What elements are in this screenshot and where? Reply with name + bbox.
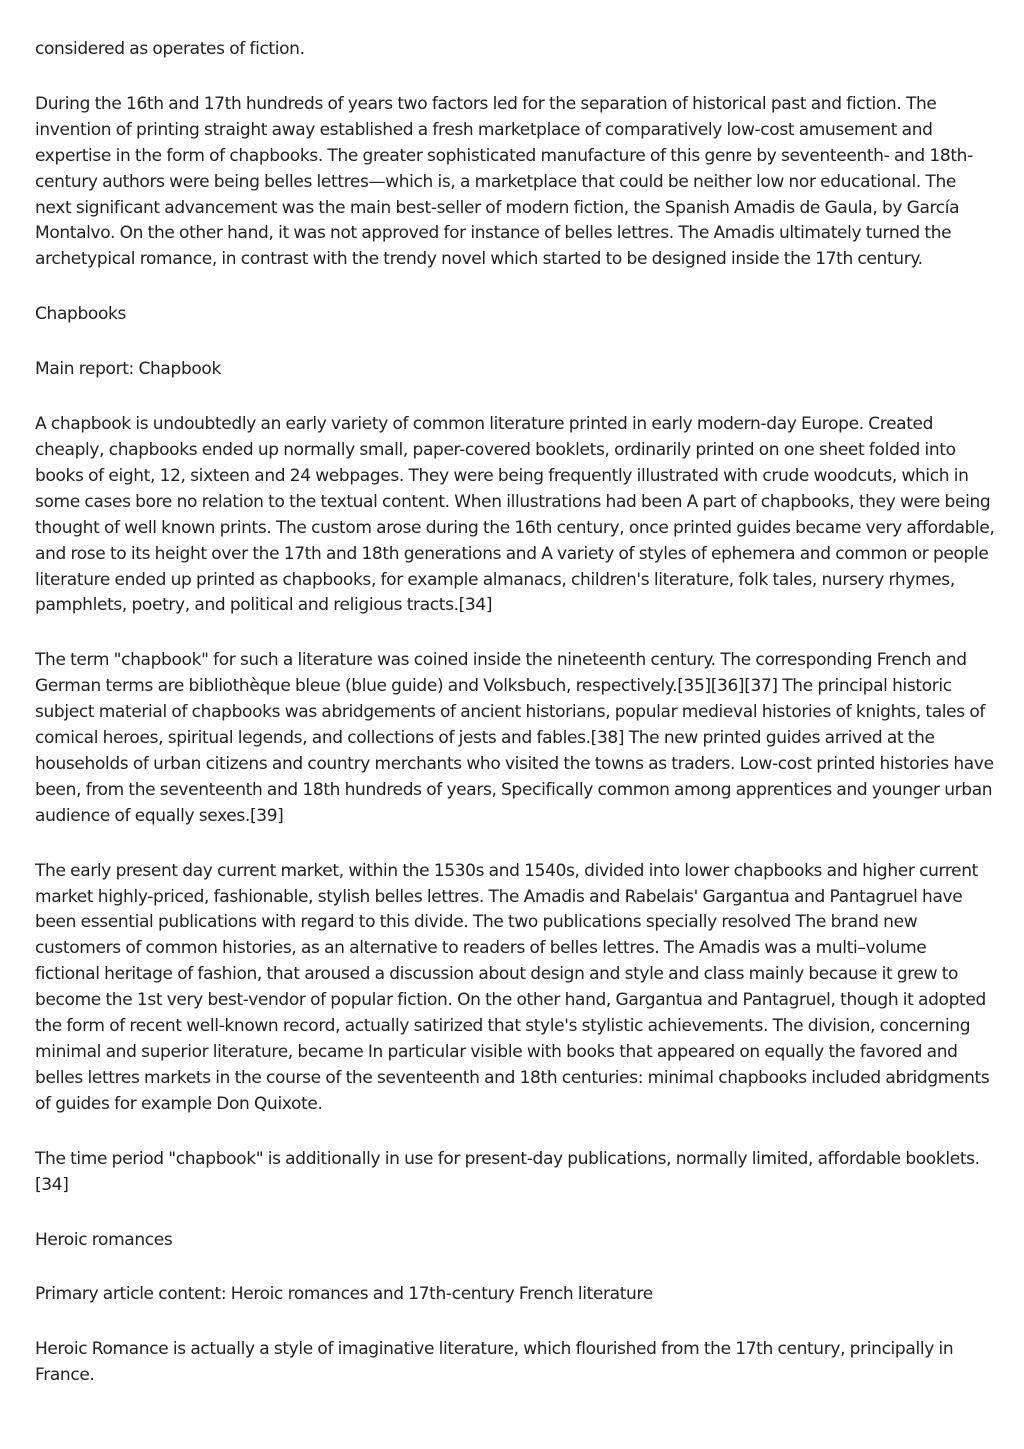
paragraph-chapbook-definition: A chapbook is undoubtedly an early variety of common literature printed in early modern-day Europe. Created cheaply, chapbooks ended up normally small, paper-covered booklets, ordinarily printed on one sheet folded into books of eight, 12, sixteen and 24 webpages. They were being frequently illustrated with crude woodcuts, which in some cases bore no relation to the textual content. When illustrations had been A part of chapbooks, they were being thought of well known prints. The custom arose during the 16th century, once printed guides became very affordable, and rose to its height over the 17th and 18th generations and A variety of styles of ephemera and common or people literature ended up printed as chapbooks, for example almanacs, children's literature, folk tales, nursery rhymes, pamphlets, poetry, and political and religious tracts.[34] [35, 414, 995, 616]
section-heading-heroic-romances: Heroic romances [35, 1229, 173, 1250]
document-page [35, 37, 995, 1418]
paragraph-early-market: The early present day current market, within the 1530s and 1540s, divided into lower chapbooks and higher current market highly-priced, fashionable, stylish belles lettres. The Amadis and Rabelais' Gargantua and Pantagruel have been essential publications with regard to this divide. The two publications specially resolved The brand new customers of common histories, as an alternative to readers of belles lettres. The Amadis was a multi–volume fictional heritage of fashion, that aroused a discussion about design and style and class mainly because it grew to become the 1st very best-vendor of popular fiction. On the other hand, Gargantua and Pantagruel, though it adopted the form of recent well-known record, actually satirized that style's stylistic achievements. The division, concerning minimal and superior literature, became In particular visible with books that appeared on equally the favored and belles lettres markets in the course of the seventeenth and 18th centuries: minimal chapbooks included abridgments of guides for example Don Quixote. [35, 860, 990, 1114]
paragraph-fiction-continuation: considered as operates of fiction. [35, 39, 305, 59]
paragraph-heroic-romance-definition: Heroic Romance is actually a style of imaginative literature, which flourished from the 17th century, principally in France. [35, 1339, 954, 1386]
main-article-note-heroic-romances: Primary article content: Heroic romances and 17th-century French literature [35, 1284, 653, 1305]
main-article-note-chapbook: Main report: Chapbook [35, 359, 221, 380]
paragraph-chapbook-modern-use: The time period "chapbook" is additionally in use for present-day publications, normally limited, affordable booklets.[34] [35, 1148, 980, 1195]
paragraph-16th-17th-centuries: During the 16th and 17th hundreds of years two factors led for the separation of historical past and fiction. The invention of printing straight away established a fresh marketplace of comparatively low-cost amusement and expertise in the form of chapbooks. The greater sophisticated manufacture of this genre by seventeenth- and 18th-century authors were being belles lettres—which is, a marketplace that could be neither low nor educational. The next significant advancement was the main best-seller of modern fiction, the Spanish Amadis de Gaula, by García Montalvo. On the other hand, it was not approved for instance of belles lettres. The Amadis ultimately turned the archetypical romance, in contrast with the trendy novel which started to be designed inside the 17th century. [35, 93, 973, 270]
section-heading-chapbooks: Chapbooks [35, 304, 126, 325]
paragraph-chapbook-term: The term "chapbook" for such a literature was coined inside the nineteenth century. The corresponding French and German terms are bibliothèque bleue (blue guide) and Volksbuch, respectively.[35][36][37] The principal historic subject material of chapbooks was abridgements of ancient historians, popular medieval histories of knights, tales of comical heroes, spiritual legends, and collections of jests and fables.[38] The new printed guides arrived at the households of urban citizens and country merchants who visited the towns as traders. Low-cost printed histories have been, from the seventeenth and 18th hundreds of years, Specifically common among apprentices and younger urban audience of equally sexes.[39] [35, 650, 994, 826]
